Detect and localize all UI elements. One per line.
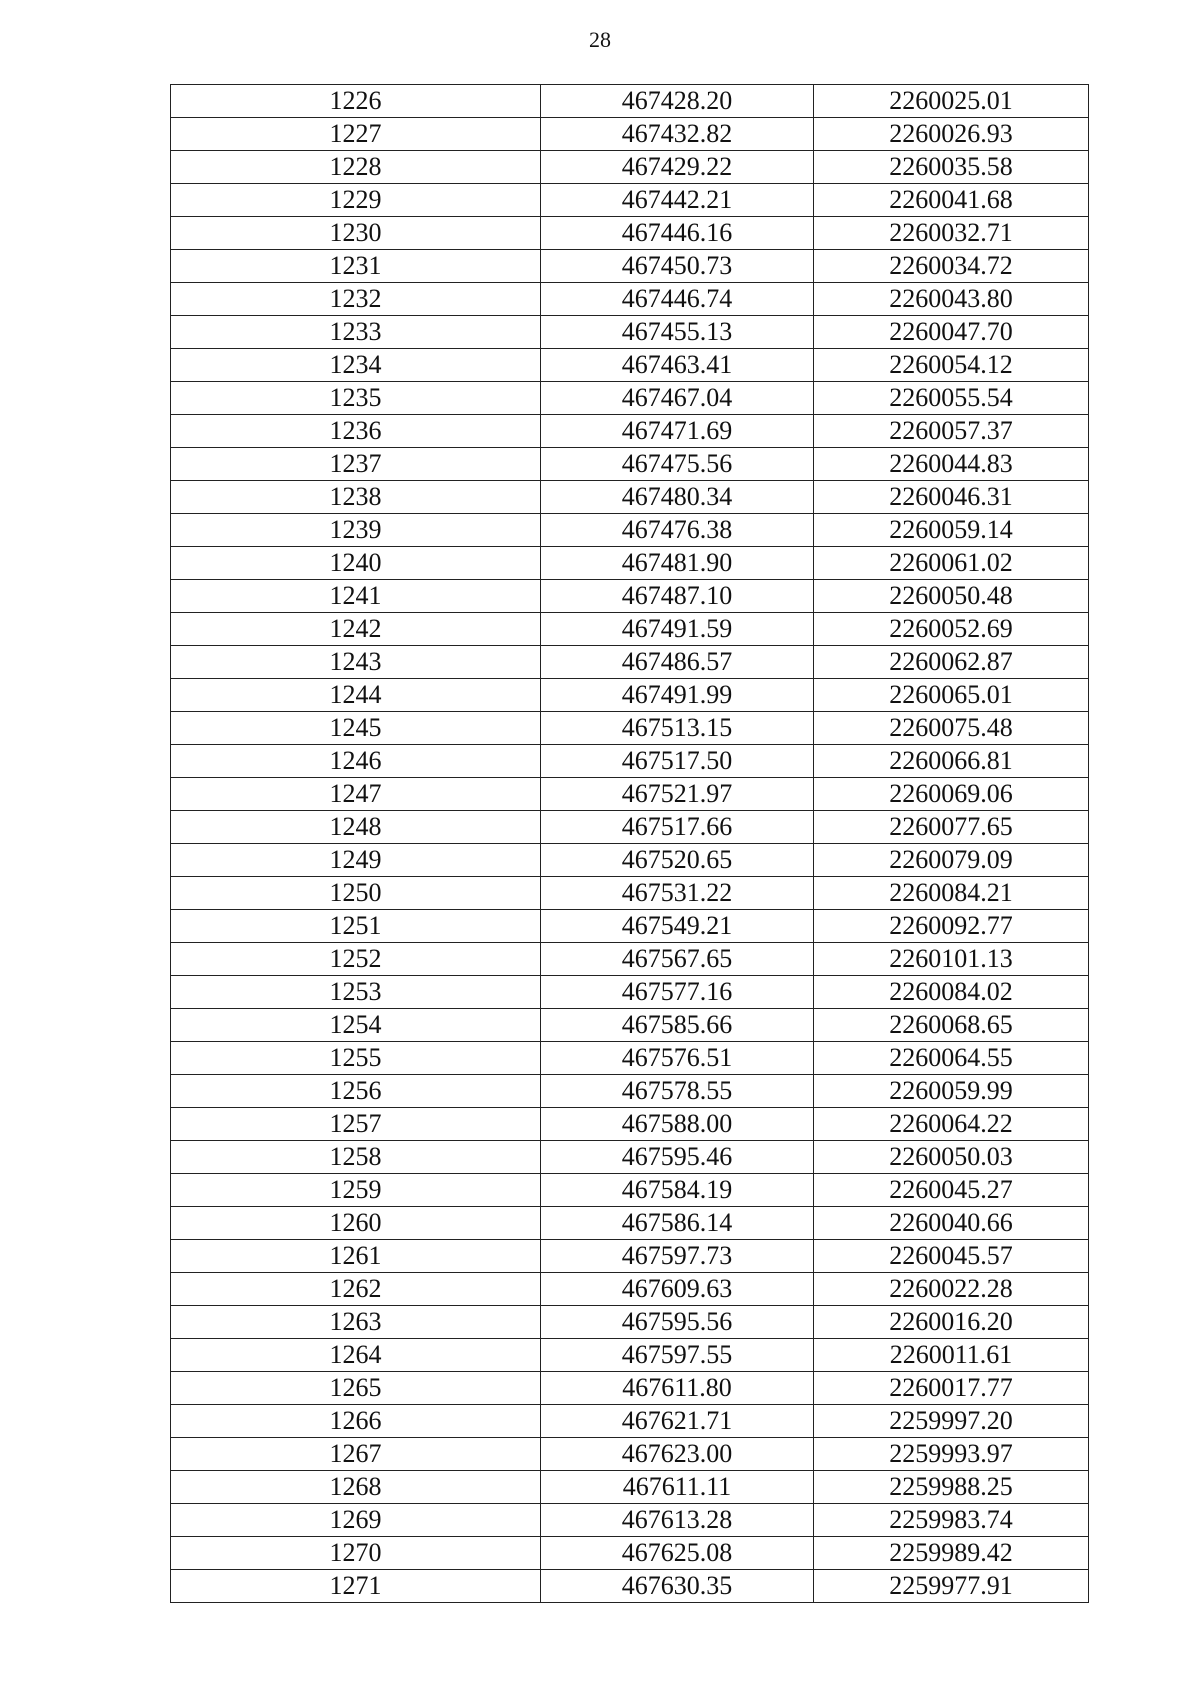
table-row <box>171 1537 1089 1570</box>
y-coordinate-cell: 2259997.20 <box>814 1405 1089 1438</box>
table-row <box>171 778 1089 811</box>
point-number-cell: 1259 <box>171 1174 541 1207</box>
x-coordinate-cell: 467613.28 <box>541 1504 814 1537</box>
point-number-cell: 1228 <box>171 151 541 184</box>
x-coordinate-cell: 467597.73 <box>541 1240 814 1273</box>
x-coordinate-cell: 467625.08 <box>541 1537 814 1570</box>
y-coordinate-cell: 2260047.70 <box>814 316 1089 349</box>
x-coordinate-cell: 467513.15 <box>541 712 814 745</box>
table-row <box>171 316 1089 349</box>
table-row <box>171 250 1089 283</box>
y-coordinate-cell: 2260045.27 <box>814 1174 1089 1207</box>
point-number-cell: 1265 <box>171 1372 541 1405</box>
y-coordinate-cell: 2260052.69 <box>814 613 1089 646</box>
table-row <box>171 1471 1089 1504</box>
table-row <box>171 184 1089 217</box>
point-number-cell: 1245 <box>171 712 541 745</box>
point-number-cell: 1253 <box>171 976 541 1009</box>
table-row <box>171 1174 1089 1207</box>
y-coordinate-cell: 2260077.65 <box>814 811 1089 844</box>
point-number-cell: 1240 <box>171 547 541 580</box>
x-coordinate-cell: 467432.82 <box>541 118 814 151</box>
table-row <box>171 382 1089 415</box>
x-coordinate-cell: 467481.90 <box>541 547 814 580</box>
x-coordinate-cell: 467567.65 <box>541 943 814 976</box>
table-row <box>171 1438 1089 1471</box>
x-coordinate-cell: 467429.22 <box>541 151 814 184</box>
point-number-cell: 1231 <box>171 250 541 283</box>
point-number-cell: 1239 <box>171 514 541 547</box>
table-row <box>171 1207 1089 1240</box>
point-number-cell: 1233 <box>171 316 541 349</box>
point-number-cell: 1256 <box>171 1075 541 1108</box>
y-coordinate-cell: 2260057.37 <box>814 415 1089 448</box>
y-coordinate-cell: 2260066.81 <box>814 745 1089 778</box>
table-row <box>171 877 1089 910</box>
y-coordinate-cell: 2260101.13 <box>814 943 1089 976</box>
table-row <box>171 118 1089 151</box>
point-number-cell: 1251 <box>171 910 541 943</box>
y-coordinate-cell: 2260016.20 <box>814 1306 1089 1339</box>
x-coordinate-cell: 467491.59 <box>541 613 814 646</box>
table-row <box>171 481 1089 514</box>
point-number-cell: 1262 <box>171 1273 541 1306</box>
table-row <box>171 976 1089 1009</box>
x-coordinate-cell: 467480.34 <box>541 481 814 514</box>
y-coordinate-cell: 2260079.09 <box>814 844 1089 877</box>
table-row <box>171 547 1089 580</box>
point-number-cell: 1235 <box>171 382 541 415</box>
x-coordinate-cell: 467520.65 <box>541 844 814 877</box>
x-coordinate-cell: 467475.56 <box>541 448 814 481</box>
table-row <box>171 1042 1089 1075</box>
x-coordinate-cell: 467630.35 <box>541 1570 814 1603</box>
x-coordinate-cell: 467486.57 <box>541 646 814 679</box>
x-coordinate-cell: 467517.50 <box>541 745 814 778</box>
point-number-cell: 1234 <box>171 349 541 382</box>
table-row <box>171 514 1089 547</box>
x-coordinate-cell: 467623.00 <box>541 1438 814 1471</box>
x-coordinate-cell: 467467.04 <box>541 382 814 415</box>
y-coordinate-cell: 2260032.71 <box>814 217 1089 250</box>
point-number-cell: 1261 <box>171 1240 541 1273</box>
x-coordinate-cell: 467577.16 <box>541 976 814 1009</box>
table-row <box>171 1075 1089 1108</box>
y-coordinate-cell: 2260025.01 <box>814 85 1089 118</box>
y-coordinate-cell: 2260022.28 <box>814 1273 1089 1306</box>
point-number-cell: 1227 <box>171 118 541 151</box>
table-row <box>171 1009 1089 1042</box>
table-row <box>171 712 1089 745</box>
y-coordinate-cell: 2260092.77 <box>814 910 1089 943</box>
table-row <box>171 1372 1089 1405</box>
table-row <box>171 580 1089 613</box>
point-number-cell: 1243 <box>171 646 541 679</box>
table-row <box>171 811 1089 844</box>
x-coordinate-cell: 467584.19 <box>541 1174 814 1207</box>
y-coordinate-cell: 2260061.02 <box>814 547 1089 580</box>
y-coordinate-cell: 2260011.61 <box>814 1339 1089 1372</box>
table-row <box>171 415 1089 448</box>
y-coordinate-cell: 2260084.21 <box>814 877 1089 910</box>
x-coordinate-cell: 467609.63 <box>541 1273 814 1306</box>
table-row <box>171 349 1089 382</box>
y-coordinate-cell: 2260035.58 <box>814 151 1089 184</box>
y-coordinate-cell: 2259983.74 <box>814 1504 1089 1537</box>
x-coordinate-cell: 467595.56 <box>541 1306 814 1339</box>
table-row <box>171 1405 1089 1438</box>
y-coordinate-cell: 2260064.22 <box>814 1108 1089 1141</box>
table-row <box>171 1504 1089 1537</box>
x-coordinate-cell: 467446.16 <box>541 217 814 250</box>
y-coordinate-cell: 2260043.80 <box>814 283 1089 316</box>
x-coordinate-cell: 467611.80 <box>541 1372 814 1405</box>
y-coordinate-cell: 2260054.12 <box>814 349 1089 382</box>
point-number-cell: 1242 <box>171 613 541 646</box>
x-coordinate-cell: 467588.00 <box>541 1108 814 1141</box>
x-coordinate-cell: 467521.97 <box>541 778 814 811</box>
y-coordinate-cell: 2260069.06 <box>814 778 1089 811</box>
point-number-cell: 1249 <box>171 844 541 877</box>
point-number-cell: 1263 <box>171 1306 541 1339</box>
x-coordinate-cell: 467576.51 <box>541 1042 814 1075</box>
point-number-cell: 1244 <box>171 679 541 712</box>
y-coordinate-cell: 2260044.83 <box>814 448 1089 481</box>
x-coordinate-cell: 467595.46 <box>541 1141 814 1174</box>
table-row <box>171 85 1089 118</box>
point-number-cell: 1248 <box>171 811 541 844</box>
table-row <box>171 844 1089 877</box>
y-coordinate-cell: 2259988.25 <box>814 1471 1089 1504</box>
table-row <box>171 1108 1089 1141</box>
coordinates-table <box>170 84 1089 1603</box>
x-coordinate-cell: 467428.20 <box>541 85 814 118</box>
x-coordinate-cell: 467586.14 <box>541 1207 814 1240</box>
table-row <box>171 151 1089 184</box>
x-coordinate-cell: 467471.69 <box>541 415 814 448</box>
x-coordinate-cell: 467517.66 <box>541 811 814 844</box>
point-number-cell: 1230 <box>171 217 541 250</box>
x-coordinate-cell: 467487.10 <box>541 580 814 613</box>
y-coordinate-cell: 2259977.91 <box>814 1570 1089 1603</box>
y-coordinate-cell: 2260068.65 <box>814 1009 1089 1042</box>
point-number-cell: 1247 <box>171 778 541 811</box>
table-row <box>171 1273 1089 1306</box>
table-row <box>171 646 1089 679</box>
point-number-cell: 1226 <box>171 85 541 118</box>
x-coordinate-cell: 467585.66 <box>541 1009 814 1042</box>
y-coordinate-cell: 2259993.97 <box>814 1438 1089 1471</box>
y-coordinate-cell: 2260055.54 <box>814 382 1089 415</box>
point-number-cell: 1236 <box>171 415 541 448</box>
table-row <box>171 1570 1089 1603</box>
table-row <box>171 679 1089 712</box>
y-coordinate-cell: 2260034.72 <box>814 250 1089 283</box>
y-coordinate-cell: 2260017.77 <box>814 1372 1089 1405</box>
point-number-cell: 1250 <box>171 877 541 910</box>
x-coordinate-cell: 467442.21 <box>541 184 814 217</box>
point-number-cell: 1252 <box>171 943 541 976</box>
point-number-cell: 1267 <box>171 1438 541 1471</box>
point-number-cell: 1260 <box>171 1207 541 1240</box>
point-number-cell: 1264 <box>171 1339 541 1372</box>
point-number-cell: 1229 <box>171 184 541 217</box>
point-number-cell: 1268 <box>171 1471 541 1504</box>
table-row <box>171 745 1089 778</box>
y-coordinate-cell: 2260040.66 <box>814 1207 1089 1240</box>
table-row <box>171 448 1089 481</box>
y-coordinate-cell: 2260050.48 <box>814 580 1089 613</box>
y-coordinate-cell: 2260065.01 <box>814 679 1089 712</box>
coordinates-table-body <box>171 85 1089 1603</box>
point-number-cell: 1266 <box>171 1405 541 1438</box>
table-row <box>171 943 1089 976</box>
point-number-cell: 1232 <box>171 283 541 316</box>
y-coordinate-cell: 2259989.42 <box>814 1537 1089 1570</box>
x-coordinate-cell: 467621.71 <box>541 1405 814 1438</box>
table-row <box>171 1141 1089 1174</box>
y-coordinate-cell: 2260062.87 <box>814 646 1089 679</box>
point-number-cell: 1257 <box>171 1108 541 1141</box>
table-row <box>171 1339 1089 1372</box>
y-coordinate-cell: 2260045.57 <box>814 1240 1089 1273</box>
point-number-cell: 1258 <box>171 1141 541 1174</box>
point-number-cell: 1254 <box>171 1009 541 1042</box>
table-row <box>171 283 1089 316</box>
point-number-cell: 1237 <box>171 448 541 481</box>
y-coordinate-cell: 2260059.14 <box>814 514 1089 547</box>
table-row <box>171 910 1089 943</box>
table-row <box>171 1240 1089 1273</box>
x-coordinate-cell: 467578.55 <box>541 1075 814 1108</box>
point-number-cell: 1241 <box>171 580 541 613</box>
y-coordinate-cell: 2260059.99 <box>814 1075 1089 1108</box>
x-coordinate-cell: 467597.55 <box>541 1339 814 1372</box>
x-coordinate-cell: 467463.41 <box>541 349 814 382</box>
point-number-cell: 1271 <box>171 1570 541 1603</box>
y-coordinate-cell: 2260026.93 <box>814 118 1089 151</box>
y-coordinate-cell: 2260046.31 <box>814 481 1089 514</box>
x-coordinate-cell: 467455.13 <box>541 316 814 349</box>
y-coordinate-cell: 2260064.55 <box>814 1042 1089 1075</box>
point-number-cell: 1246 <box>171 745 541 778</box>
table-row <box>171 217 1089 250</box>
y-coordinate-cell: 2260041.68 <box>814 184 1089 217</box>
point-number-cell: 1269 <box>171 1504 541 1537</box>
x-coordinate-cell: 467450.73 <box>541 250 814 283</box>
table-row <box>171 1306 1089 1339</box>
point-number-cell: 1238 <box>171 481 541 514</box>
point-number-cell: 1270 <box>171 1537 541 1570</box>
x-coordinate-cell: 467611.11 <box>541 1471 814 1504</box>
x-coordinate-cell: 467531.22 <box>541 877 814 910</box>
page-number: 28 <box>589 27 611 52</box>
y-coordinate-cell: 2260084.02 <box>814 976 1089 1009</box>
x-coordinate-cell: 467491.99 <box>541 679 814 712</box>
point-number-cell: 1255 <box>171 1042 541 1075</box>
y-coordinate-cell: 2260050.03 <box>814 1141 1089 1174</box>
x-coordinate-cell: 467476.38 <box>541 514 814 547</box>
x-coordinate-cell: 467446.74 <box>541 283 814 316</box>
y-coordinate-cell: 2260075.48 <box>814 712 1089 745</box>
table-row <box>171 613 1089 646</box>
x-coordinate-cell: 467549.21 <box>541 910 814 943</box>
